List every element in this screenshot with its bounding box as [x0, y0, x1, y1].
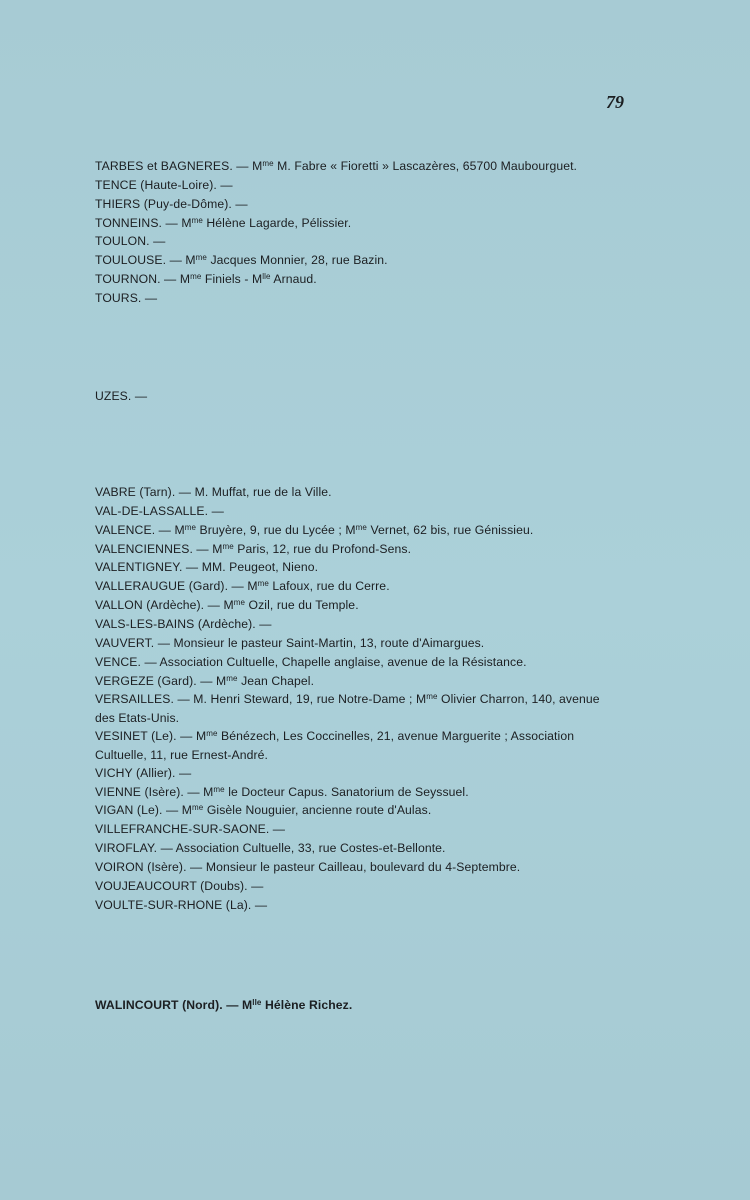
entry-tarbes: TARBES et BAGNERES. — $M^{me}$ M. Fabre « Fioretti » Lascazères, 65700 Maubourguet.	[95, 159, 578, 173]
entry-tonneins: TONNEINS. — $M^{me}$ Hélène Lagarde, Pélissier.	[95, 216, 352, 230]
entry-vergeze: VERGEZE (Gard). — $M^{me}$ Jean Chapel.	[95, 674, 315, 688]
entry-versailles-line1: VERSAILLES. — M. Henri Steward, 19, rue Notre-Dame ; $M^{me}$ Olivier Charron, 140, avenue	[95, 692, 600, 706]
entry-uzes: UZES. —	[95, 389, 148, 403]
entry-vence: VENCE. — Association Cultuelle, Chapelle anglaise, avenue de la Résistance.	[95, 655, 527, 669]
page-number: 79	[606, 92, 624, 112]
entry-vabre: VABRE (Tarn). — M. Muffat, rue de la Ville.	[95, 485, 332, 499]
entry-vesinet	[95, 727, 635, 764]
entry-voulte-sur-rhone: VOULTE-SUR-RHONE (La). —	[95, 898, 268, 912]
entry-vesinet-line1: VESINET (Le). — $M^{me}$ Bénézech, Les Coccinelles, 21, avenue Marguerite ; Association	[95, 729, 575, 743]
entry-toulon: TOULON. —	[95, 234, 166, 248]
entry-vallon: VALLON (Ardèche). — $M^{me}$ Ozil, rue du Temple.	[95, 598, 359, 612]
entry-vauvert: VAUVERT. — Monsieur le pasteur Saint-Martin, 13, route d'Aimargues.	[95, 636, 485, 650]
entry-valence: VALENCE. — $M^{me}$ Bruyère, 9, rue du Lycée ; $M^{me}$ Vernet, 62 bis, rue Génissieu.	[95, 523, 534, 537]
entry-thiers: THIERS (Puy-de-Dôme). —	[95, 197, 248, 211]
entry-vienne: VIENNE (Isère). — $M^{me}$ le Docteur Capus. Sanatorium de Seyssuel.	[95, 785, 469, 799]
entry-voujeaucourt: VOUJEAUCOURT (Doubs). —	[95, 879, 264, 893]
entry-walincourt: WALINCOURT (Nord). — $M^{lle}$ Hélène Richez.	[95, 998, 353, 1012]
entry-vigan: VIGAN (Le). — $M^{me}$ Gisèle Nouguier, ancienne route d'Aulas.	[95, 803, 432, 817]
entry-tours: TOURS. —	[95, 291, 158, 305]
entry-valenciennes: VALENCIENNES. — $M^{me}$ Paris, 12, rue du Profond-Sens.	[95, 542, 412, 556]
entry-versailles	[95, 690, 635, 727]
entry-vesinet-line2: Cultuelle, 11, rue Ernest-André.	[95, 747, 269, 762]
entry-viroflay: VIROFLAY. — Association Cultuelle, 33, rue Costes-et-Bellonte.	[95, 841, 446, 855]
entry-villefranche: VILLEFRANCHE-SUR-SAONE. —	[95, 822, 286, 836]
entry-tence: TENCE (Haute-Loire). —	[95, 178, 233, 192]
entry-valleraugue: VALLERAUGUE (Gard). — $M^{me}$ Lafoux, rue du Cerre.	[95, 579, 390, 593]
entry-toulouse: TOULOUSE. — $M^{me}$ Jacques Monnier, 28, rue Bazin.	[95, 253, 388, 267]
entry-versailles-line2: des Etats-Unis.	[95, 710, 180, 725]
entry-vichy: VICHY (Allier). —	[95, 766, 192, 780]
entry-valentigney: VALENTIGNEY. — MM. Peugeot, Nieno.	[95, 560, 319, 574]
entry-val-de-lassalle: VAL-DE-LASSALLE. —	[95, 504, 224, 518]
entry-tournon: TOURNON. — $M^{me}$ Finiels - $M^{lle}$ Arnaud.	[95, 272, 317, 286]
entry-voiron: VOIRON (Isère). — Monsieur le pasteur Cailleau, boulevard du 4-Septembre.	[95, 860, 521, 874]
entry-vals-les-bains: VALS-LES-BAINS (Ardèche). —	[95, 617, 272, 631]
